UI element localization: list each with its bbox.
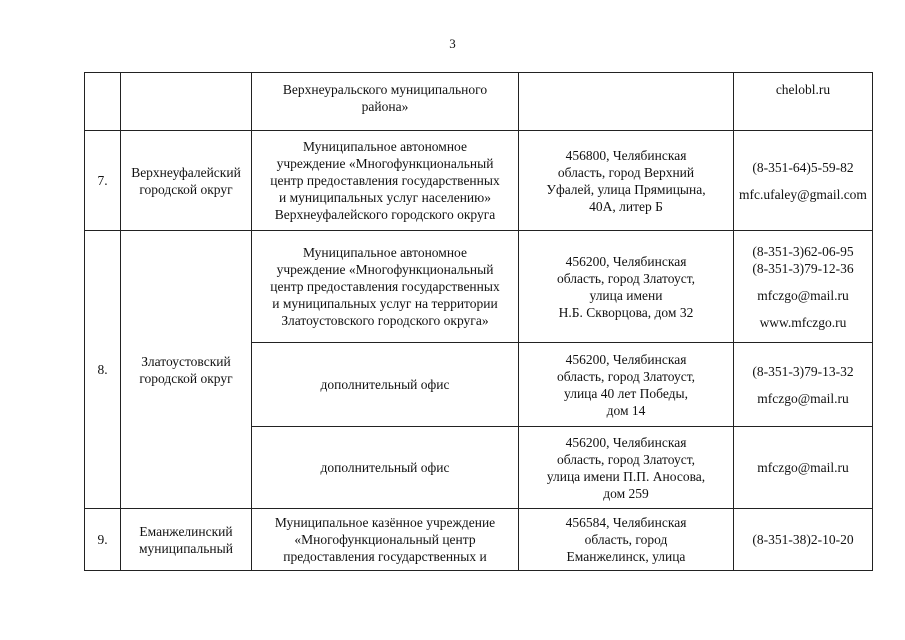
email-text: mfc.ufaley@gmail.com	[739, 186, 867, 202]
contacts-cell	[734, 343, 873, 427]
organization-cell: Муниципальное казённое учреждение «Многофункциональный центр предоставления государственных и	[252, 509, 519, 571]
organization-cell: Муниципальное автономное учреждение «Многофункциональный центр предоставления государственных и муниципальных услуг на территории Златоустовского городского округа»	[252, 231, 519, 343]
address-cell: 456584, Челябинская область, город Еманжелинск, улица	[519, 509, 734, 571]
address-cell: 456200, Челябинская область, город Златоуст, улица имени Н.Б. Скворцова, дом 32	[519, 231, 734, 343]
district-cell: Златоустовский городской округ	[121, 231, 252, 509]
row-number-cell: 9.	[85, 509, 121, 571]
address-cell	[519, 73, 734, 131]
page-number: 3	[449, 36, 456, 51]
address-cell: 456200, Челябинская область, город Златоуст, улица имени П.П. Аносова, дом 259	[519, 427, 734, 509]
district-cell	[121, 73, 252, 131]
contacts-cell	[734, 231, 873, 343]
row-number-cell: 8.	[85, 231, 121, 509]
phone-text: (8-351-3)62-06-95	[752, 243, 854, 259]
table-row	[85, 73, 873, 131]
phone-text: (8-351-64)5-59-82	[752, 159, 854, 175]
contacts-cell	[734, 509, 873, 571]
phone-text: (8-351-3)79-13-32	[752, 363, 854, 379]
organization-cell: дополнительный офис	[252, 343, 519, 427]
table-row	[85, 231, 873, 343]
row-number-cell	[85, 73, 121, 131]
mfc-table	[84, 72, 873, 571]
website-text: www.mfczgo.ru	[759, 314, 847, 330]
organization-cell: дополнительный офис	[252, 427, 519, 509]
contacts-cell	[734, 131, 873, 231]
row-number-cell: 7.	[85, 131, 121, 231]
email-text: mfczgo@mail.ru	[757, 287, 849, 303]
table-row	[85, 131, 873, 231]
organization-cell: Верхнеуральского муниципального района»	[252, 73, 519, 131]
contacts-cell	[734, 73, 873, 131]
phone-text: (8-351-3)79-12-36	[752, 260, 854, 276]
email-text: mfczgo@mail.ru	[757, 390, 849, 406]
website-text: chelobl.ru	[775, 82, 831, 97]
contacts-cell	[734, 427, 873, 509]
table-row	[85, 509, 873, 571]
phone-text: (8-351-38)2-10-20	[752, 532, 854, 547]
address-cell: 456800, Челябинская область, город Верхний Уфалей, улица Прямицына, 40А, литер Б	[519, 131, 734, 231]
district-cell: Верхнеуфалейский городской округ	[121, 131, 252, 231]
email-text: mfczgo@mail.ru	[757, 460, 849, 475]
address-cell: 456200, Челябинская область, город Златоуст, улица 40 лет Победы, дом 14	[519, 343, 734, 427]
organization-cell: Муниципальное автономное учреждение «Многофункциональный центр предоставления государственных и муниципальных услуг населению» Верхнеуфалейского городского округа	[252, 131, 519, 231]
district-cell: Еманжелинский муниципальный	[121, 509, 252, 571]
